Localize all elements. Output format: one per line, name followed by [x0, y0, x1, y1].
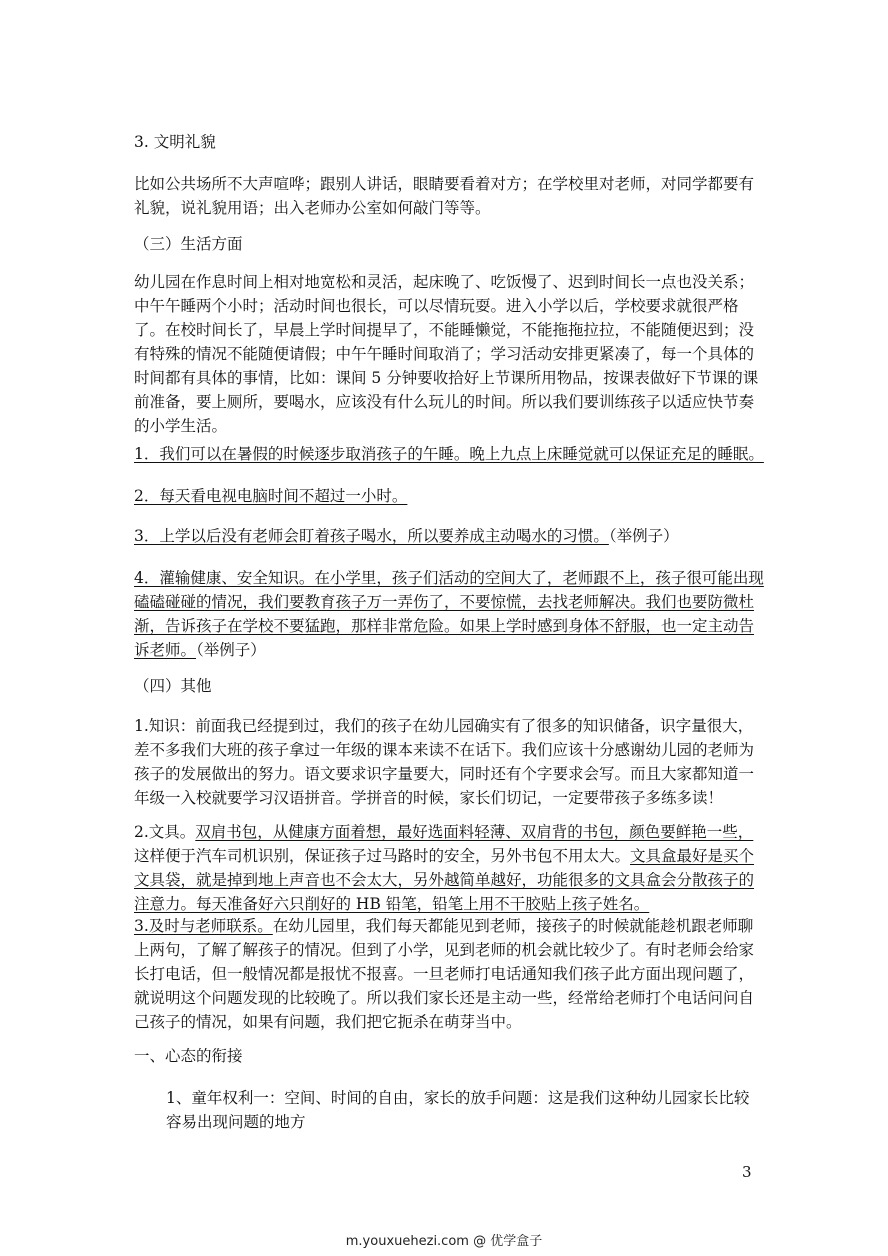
life-paragraph: 幼儿园在作息时间上相对地宽松和灵活，起床晚了、吃饭慢了、迟到时间长一点也没关系；中午午睡两个小时；活动时间也很长，可以尽情玩耍。进入小学以后，学校要求就很严格了。在校时间长了，早晨上学时间提早了，不能睡懒觉，不能拖拖拉拉，不能随便迟到；没有特殊的情况不能随便请假；中午午睡时间取消了；学习活动安排更紧凑了，每一个具体的时间都有具体的事情，比如：课间 5 分钟要收拾好上节课所用物品，按课表做好下节课的课前准备，要上厕所，要喝水，应该没有什么玩儿的时间。所以我们要训练孩子以适应快节奏的小学生活。: [134, 273, 759, 435]
life-item-4: [134, 566, 764, 662]
life-item-2: 2．每天看电视电脑时间不超过一小时。: [134, 487, 408, 505]
section-life-heading: （三）生活方面: [134, 235, 243, 253]
stationery-lead: 2.文具。: [134, 823, 196, 841]
life-item-3: [134, 524, 764, 548]
stationery-box-underlined: 文具盒最好是买个文具袋，就是掉到地上声音也不会太大，另外越简单越好，功能很多的文具盒会分散孩子的注意力。每天准备好六只削好的 HB 铅笔，铅笔上用不干胶贴上孩子姓名。: [134, 847, 755, 913]
section-mind-heading: 一、心态的衔接: [134, 1047, 243, 1065]
life-item-4-tail: （举例子）: [196, 641, 266, 659]
contact-body: 在幼儿园里，我们每天都能见到老师，接孩子的时候就能趁机跟老师聊上两句，了解了解孩子的情况。但到了小学，见到老师的机会就比较少了。有时老师会给家长打电话，但一般情况都是报忧不报喜。一旦老师打电话通知我们孩子此方面出现问题了，就说明这个问题发现的比较晚了。所以我们家长还是主动一些，经常给老师打个电话问问自己孩子的情况，如果有问题，我们把它扼杀在萌芽当中。: [134, 917, 755, 1031]
life-item-1: 1．我们可以在暑假的时候逐步取消孩子的午睡。晚上九点上床睡觉就可以保证充足的睡眠。: [134, 445, 764, 463]
section-civility-heading: 3. 文明礼貌: [134, 133, 216, 151]
life-item-4-underlined: 4．灌输健康、安全知识。在小学里，孩子们活动的空间大了，老师跟不上，孩子很可能出现磕磕碰碰的情况，我们要教育孩子万一弄伤了，不要惊慌，去找老师解决。我们也要防微杜渐，告诉孩子在学校不要猛跑，那样非常危险。如果上学时感到身体不舒服，也一定主动告诉老师。: [134, 569, 764, 659]
civility-paragraph: 比如公共场所不大声喧哗；跟别人讲话，眼睛要看着对方；在学校里对老师，对同学都要有礼貌，说礼貌用语；出入老师办公室如何敲门等等。: [134, 175, 755, 217]
stationery-paragraph: [134, 820, 764, 916]
life-item-3-underlined: 3．上学以后没有老师会盯着孩子喝水，所以要养成主动喝水的习惯。: [134, 527, 609, 545]
section-other-heading: （四）其他: [134, 677, 212, 695]
knowledge-paragraph: 1.知识：前面我已经提到过，我们的孩子在幼儿园确实有了很多的知识储备，识字量很大，差不多我们大班的孩子拿过一年级的课本来读不在话下。我们应该十分感谢幼儿园的老师为孩子的发展做出的努力。语文要求识字量要大，同时还有个字要求会写。而且大家都知道一年级一入校就要学习汉语拼音。学拼音的时候，家长们切记，一定要带孩子多练多读！: [134, 717, 755, 807]
stationery-bag-underlined: 双肩书包，从健康方面着想，最好选面料轻薄、双肩背的书包，颜色要鲜艳一些，: [195, 823, 754, 841]
life-item-3-tail: （举例子）: [608, 527, 679, 545]
page-number: 3: [742, 1163, 752, 1181]
footer-watermark: m.youxuehezi.com @ 优学盒子: [345, 1234, 543, 1249]
contact-lead-underlined: 3.及时与老师联系。: [134, 917, 273, 935]
mind-paragraph: 1、童年权利一：空间、时间的自由，家长的放手问题：这是我们这种幼儿园家长比较容易出现问题的地方: [166, 1089, 750, 1131]
contact-paragraph: [134, 914, 764, 1034]
stationery-bag-plain: 这样便于汽车司机识别，保证孩子过马路时的安全，另外书包不用太大。: [134, 847, 631, 865]
